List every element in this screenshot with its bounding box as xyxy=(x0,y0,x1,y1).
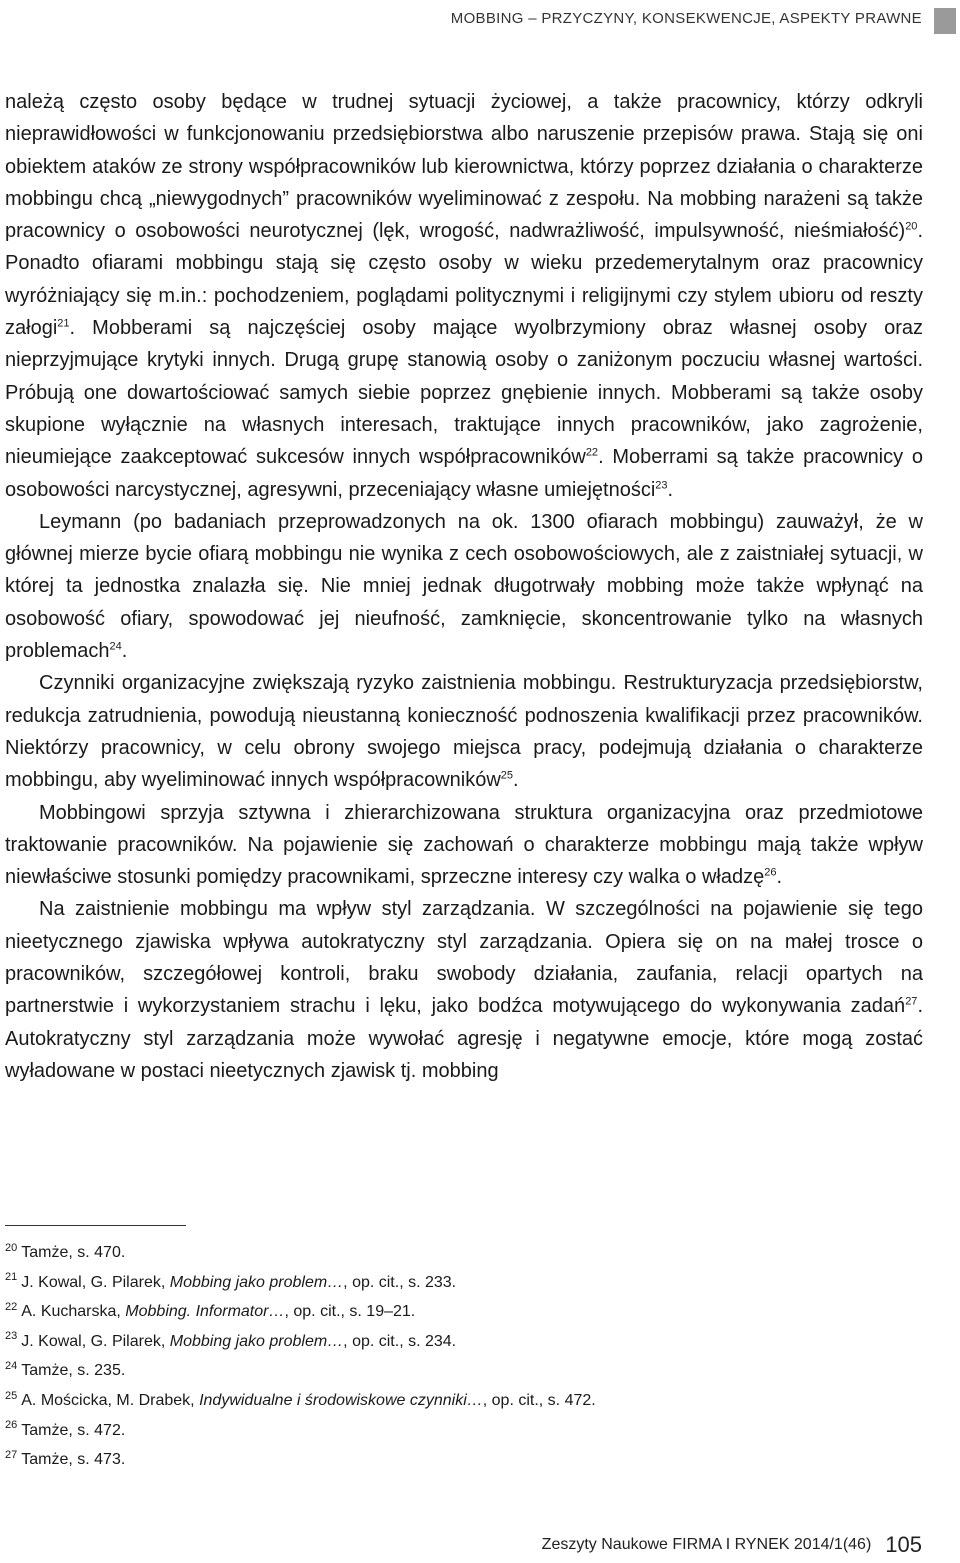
footnote-ref-27: 27 xyxy=(905,995,918,1008)
body-text xyxy=(5,86,923,1087)
footnote: $^{25}$ A. Mościcka, M. Drabek, Indywidualne i środowiskowe czynniki…, op. cit., s. 472. xyxy=(5,1389,596,1409)
footnote-ref-21: 21 xyxy=(57,317,70,330)
journal-name: Zeszyty Naukowe FIRMA I RYNEK 2014/1(46) xyxy=(541,1536,872,1553)
footnote-ref-23: 23 xyxy=(655,478,668,491)
footnote: $^{21}$ J. Kowal, G. Pilarek, Mobbing jako problem…, op. cit., s. 233. xyxy=(5,1271,457,1291)
paragraph-4: Mobbingowi sprzyja sztywna i zhierarchizowana struktura organizacyjna oraz przedmiotowe traktowanie pracowników. Na pojawienie się zachowań o charakterze mobbingu mają także wpływ niewłaściwe stosunki pomiędzy pracownikami, sprzeczne interesy czy walka o władzę$^{26}$. xyxy=(5,801,923,889)
paragraph-3: Czynniki organizacyjne zwiększają ryzyko zaistnienia mobbingu. Restrukturyzacja przedsiębiorstw, redukcja zatrudnienia, powodują nieustanną konieczność podnoszenia kwalifikacji przez pracowników. Niektórzy pracownicy, w celu obrony swojego miejsca pracy, podejmują działania o charakterze mobbingu, aby wyeliminować innych współpracowników$^{25}$. xyxy=(5,672,923,792)
footnote: $^{26}$ Tamże, s. 472. xyxy=(5,1419,126,1439)
paragraph-1: należą często osoby będące w trudnej sytuacji życiowej, a także pracownicy, którzy odkryli nieprawidłowości w funkcjonowaniu przedsiębiorstwa albo naruszenie przepisów prawa. Stają się oni obiektem ataków ze strony współpracowników lub kierownictwa, którzy poprzez działania o charakterze mobbingu chcą „niewygodnych” pracowników wyeliminować z zespołu. Na mobbing narażeni są także pracownicy o osobowości neurotycznej (lęk, wrogość, nadwrażliwość, impulsywność, nieśmiałość)$^{20}$. Ponadto ofiarami mobbingu stają się często osoby w wieku przedemerytalnym oraz pracownicy wyróżniający się m.in.: pochodzeniem, poglądami politycznymi i religijnymi czy stylem ubioru od reszty załogi$^{21}$. Mobberami są najczęściej osoby mające wyolbrzymiony obraz własnej osoby oraz nieprzyjmujące krytyki innych. Drugą grupę stanowią osoby o zaniżonym poczuciu własnej wartości. Próbują one dowartościować samych siebie poprzez gnębienie innych. Mobberami są także osoby skupione wyłącznie na własnych interesach, traktujące innych pracowników, jako zagrożenie, nieumiejące zaakceptować sukcesów innych współpracowników$^{22}$. Moberrami są także pracownicy o osobowości narcystycznej, agresywni, przeceniający własne umiejętności$^{23}$. xyxy=(5,91,923,501)
footnote-ref-24: 24 xyxy=(109,640,122,653)
footnote: $^{22}$ A. Kucharska, Mobbing. Informator…, op. cit., s. 19–21. xyxy=(5,1300,416,1321)
footnote: $^{20}$ Tamże, s. 470. xyxy=(5,1241,126,1261)
running-header xyxy=(0,8,960,34)
running-title: MOBBING – PRZYCZYNY, KONSEKWENCJE, ASPEKTY PRAWNE xyxy=(450,10,922,27)
footnotes xyxy=(5,1238,905,1475)
page-number: 105 xyxy=(885,1532,922,1557)
running-footer xyxy=(542,1532,922,1562)
paragraph-5: Na zaistnienie mobbingu ma wpływ styl zarządzania. W szczególności na pojawienie się tego nieetycznego zjawiska wpływa autokratyczny styl zarządzania. Opiera się on na małej trosce o pracowników, szczegółowej kontroli, braku swobody działania, zaufania, relacji opartych na partnerstwie i wykorzystaniem strachu i lęku, jako bodźca motywującego do wykonywania zadań$^{27}$. Autokratyczny styl zarządzania może wywołać agresję i negatywne emocje, które mogą zostać wyładowane w postaci nieetycznych zjawisk tj. mobbing xyxy=(5,898,923,1082)
footnote: $^{23}$ J. Kowal, G. Pilarek, Mobbing jako problem…, op. cit., s. 234. xyxy=(5,1330,457,1350)
footnote-separator xyxy=(5,1225,186,1226)
paragraph-2: Leymann (po badaniach przeprowadzonych na ok. 1300 ofiarach mobbingu) zauważył, że w głównej mierze bycie ofiarą mobbingu nie wynika z cech osobowościowych, ale z zaistniałej sytuacji, w której ta jednostka znalazła się. Nie mniej jednak długotrwały mobbing może także wpłynąć na osobowość ofiary, spowodować jej nieufność, zamknięcie, skoncentrowanie tylko na własnych problemach$^{24}$. xyxy=(5,510,923,663)
page-edge-marker xyxy=(934,8,956,34)
footnote-ref-20: 20 xyxy=(905,220,918,233)
footnote: $^{24}$ Tamże, s. 235. xyxy=(5,1360,126,1380)
footnote-ref-22: 22 xyxy=(585,446,599,459)
footnote: $^{27}$ Tamże, s. 473. xyxy=(5,1448,126,1469)
footnote-ref-26: 26 xyxy=(764,866,777,879)
footnote-ref-25: 25 xyxy=(500,769,514,782)
